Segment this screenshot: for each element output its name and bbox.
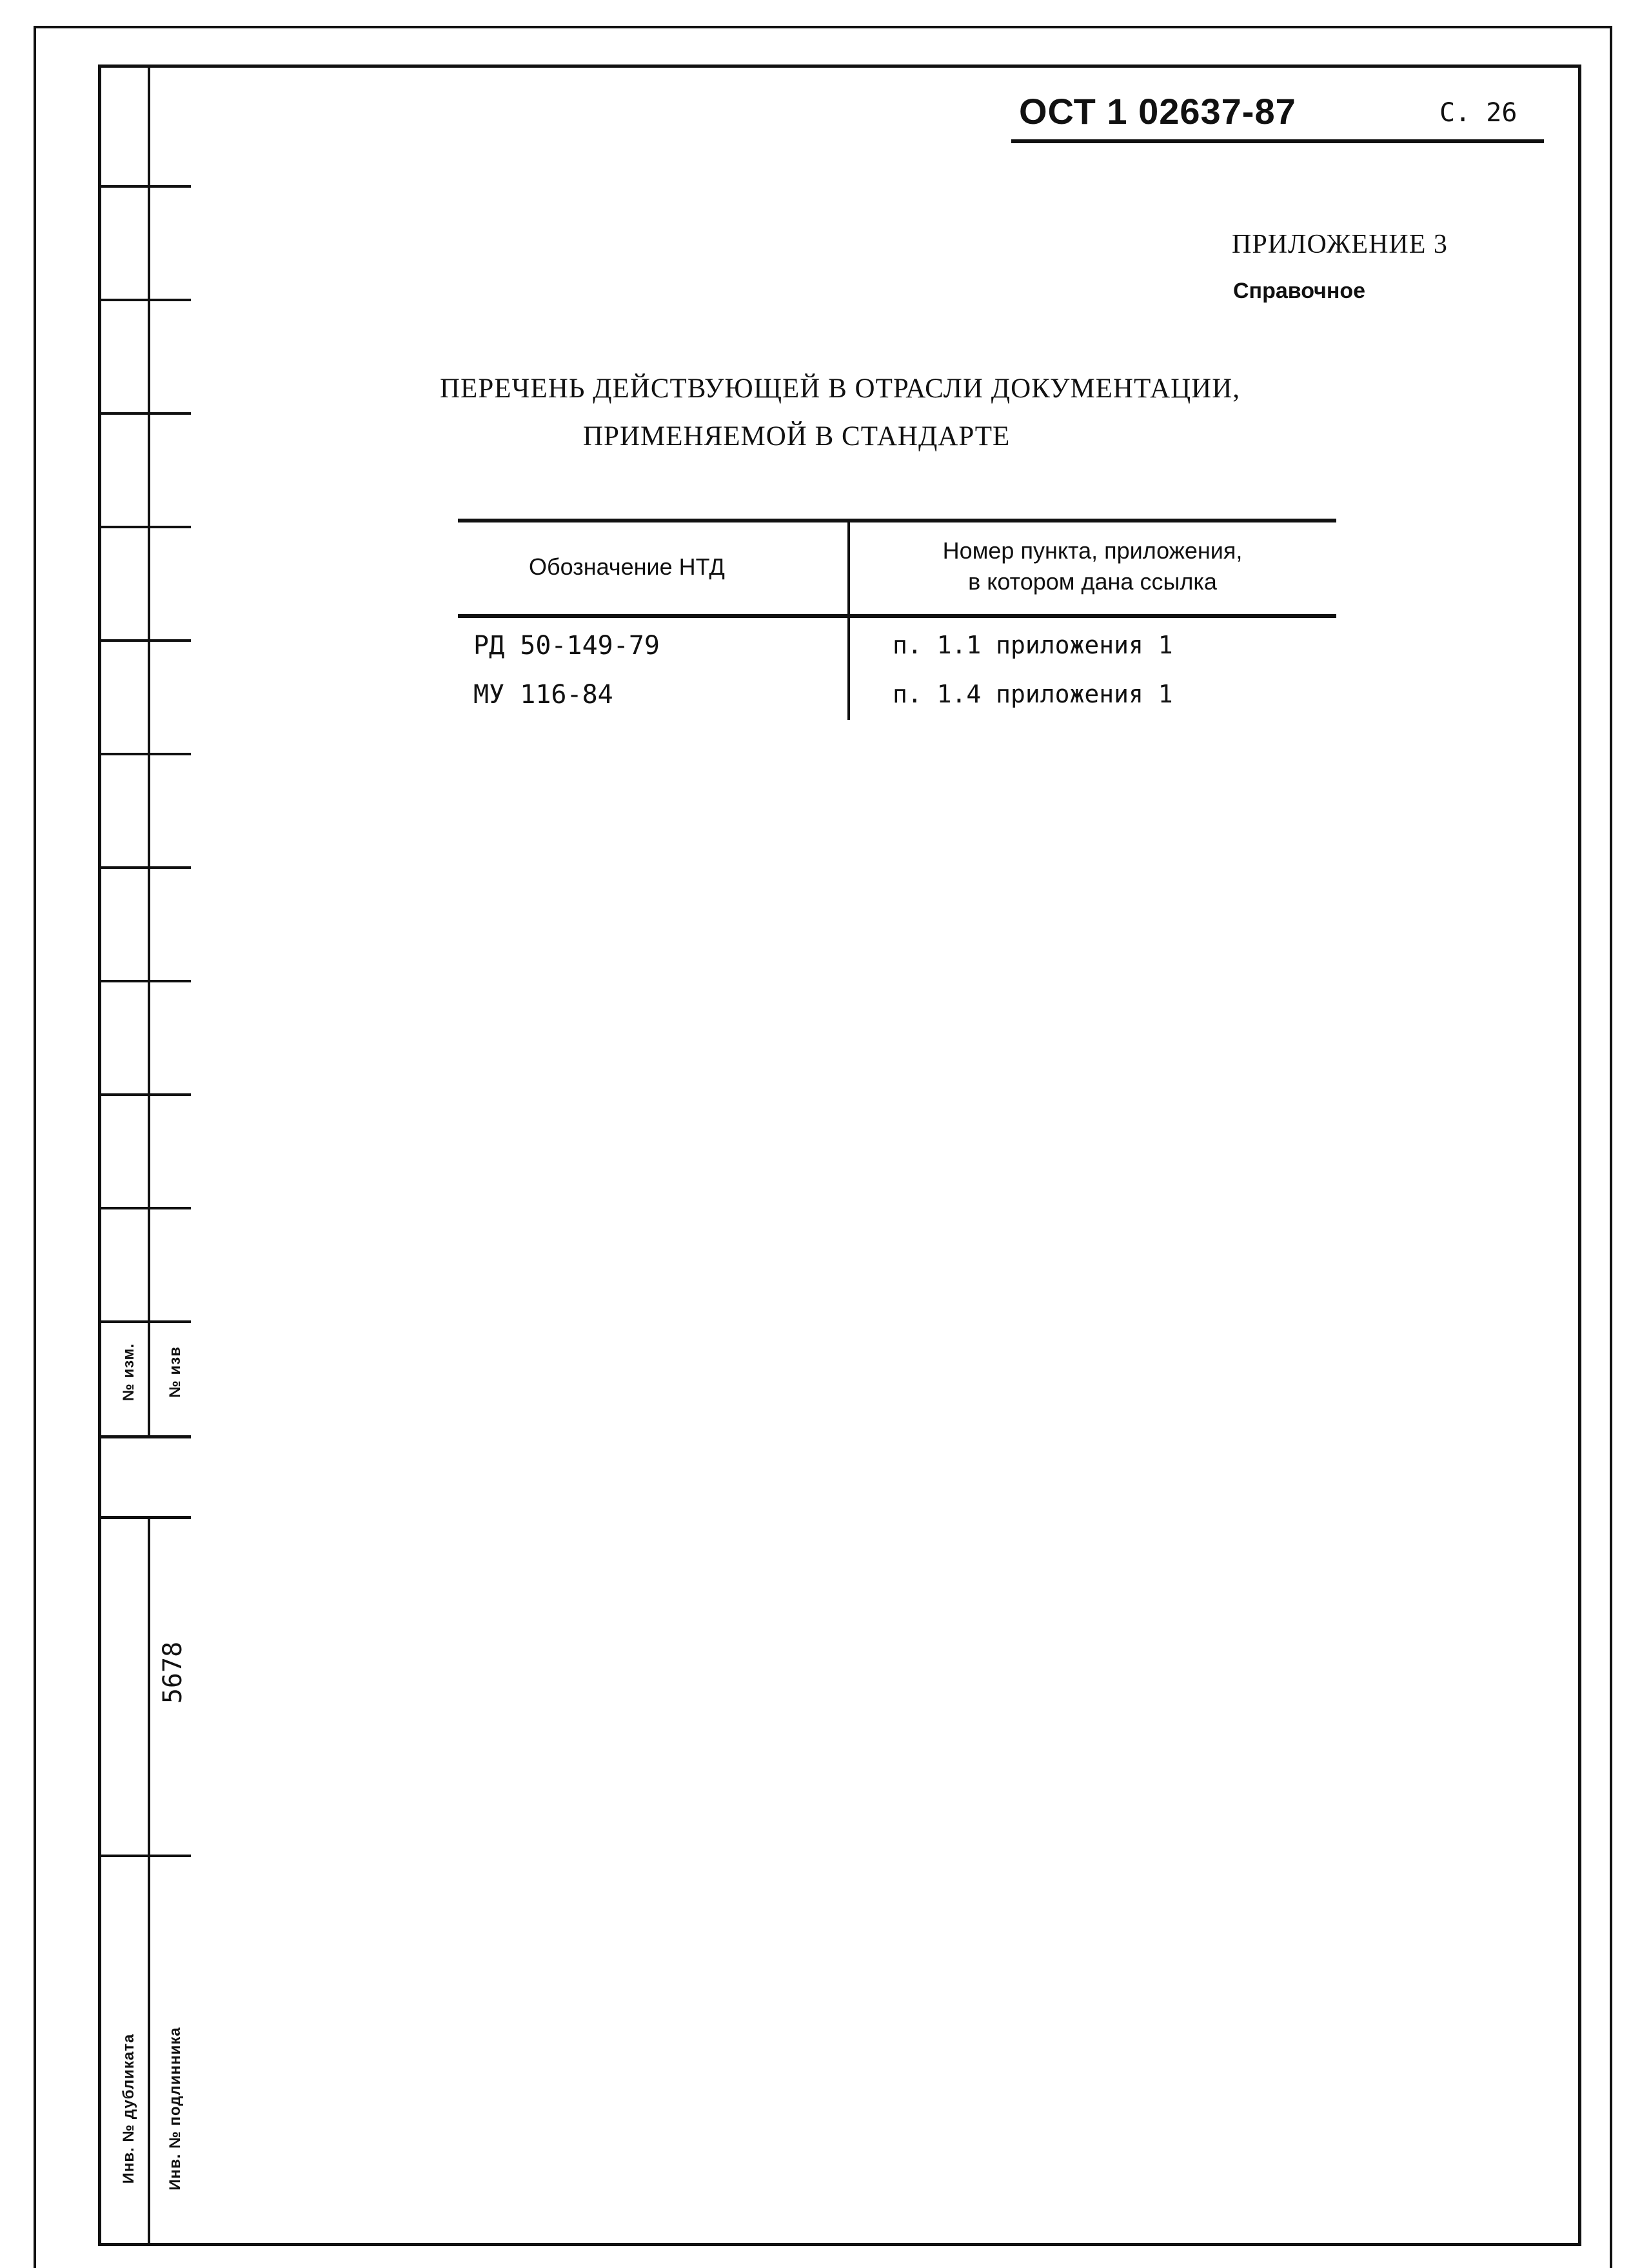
column-header-reference — [893, 535, 1292, 597]
original-inventory-number: 5678 — [158, 1641, 188, 1704]
table-row-1-reference: п. 1.1 приложения 1 — [893, 631, 1173, 659]
duplicate-inventory-label: Инв. № дубликата — [120, 2033, 137, 2184]
strip-rule — [101, 526, 191, 528]
page-title-line-2: ПРИМЕНЯЕМОЙ В СТАНДАРТЕ — [583, 421, 1011, 452]
strip-rule — [101, 1320, 191, 1323]
strip-rule — [101, 1855, 191, 1857]
revision-strip — [98, 65, 191, 1438]
sheet-edge-top — [34, 26, 1612, 28]
strip-rule — [101, 185, 191, 188]
table-row-2-designation: МУ 116-84 — [473, 680, 613, 710]
table-column-divider — [847, 519, 850, 720]
strip-rule — [101, 1093, 191, 1096]
strip-rule — [101, 1207, 191, 1209]
sheet-edge-left — [34, 26, 36, 2268]
table-rule-top — [458, 519, 1336, 522]
change-number-label: № изм. — [120, 1343, 137, 1401]
strip-rule — [101, 980, 191, 982]
table-row-2-reference: п. 1.4 приложения 1 — [893, 680, 1173, 708]
strip-rule — [101, 299, 191, 301]
original-inventory-label: Инв. № подлинника — [166, 2027, 184, 2191]
sheet-edge-right — [1610, 26, 1612, 2268]
strip-rule — [101, 639, 191, 642]
appendix-title: ПРИЛОЖЕНИЕ 3 — [1232, 230, 1448, 259]
strip-rule — [101, 753, 191, 755]
strip-rule — [101, 866, 191, 869]
page-title-line-1: ПЕРЕЧЕНЬ ДЕЙСТВУЮЩЕЙ В ОТРАСЛИ ДОКУМЕНТАЦИИ, — [440, 373, 1241, 404]
column-header-reference-line-2: в котором дана ссылка — [968, 568, 1217, 595]
strip-rule — [101, 412, 191, 415]
header-underline — [1011, 139, 1544, 143]
appendix-kind: Справочное — [1233, 279, 1366, 303]
strip-divider — [148, 1519, 150, 2243]
notice-number-label: № изв — [166, 1346, 184, 1398]
document-code: ОСТ 1 02637-87 — [1019, 91, 1296, 132]
strip-divider — [148, 68, 150, 1435]
table-row-1-designation: РД 50-149-79 — [473, 631, 660, 661]
table-rule-header — [458, 614, 1336, 618]
page-number: С. 26 — [1439, 98, 1518, 128]
column-header-reference-line-1: Номер пункта, приложения, — [942, 537, 1243, 564]
column-header-designation: Обозначение НТД — [529, 553, 725, 580]
